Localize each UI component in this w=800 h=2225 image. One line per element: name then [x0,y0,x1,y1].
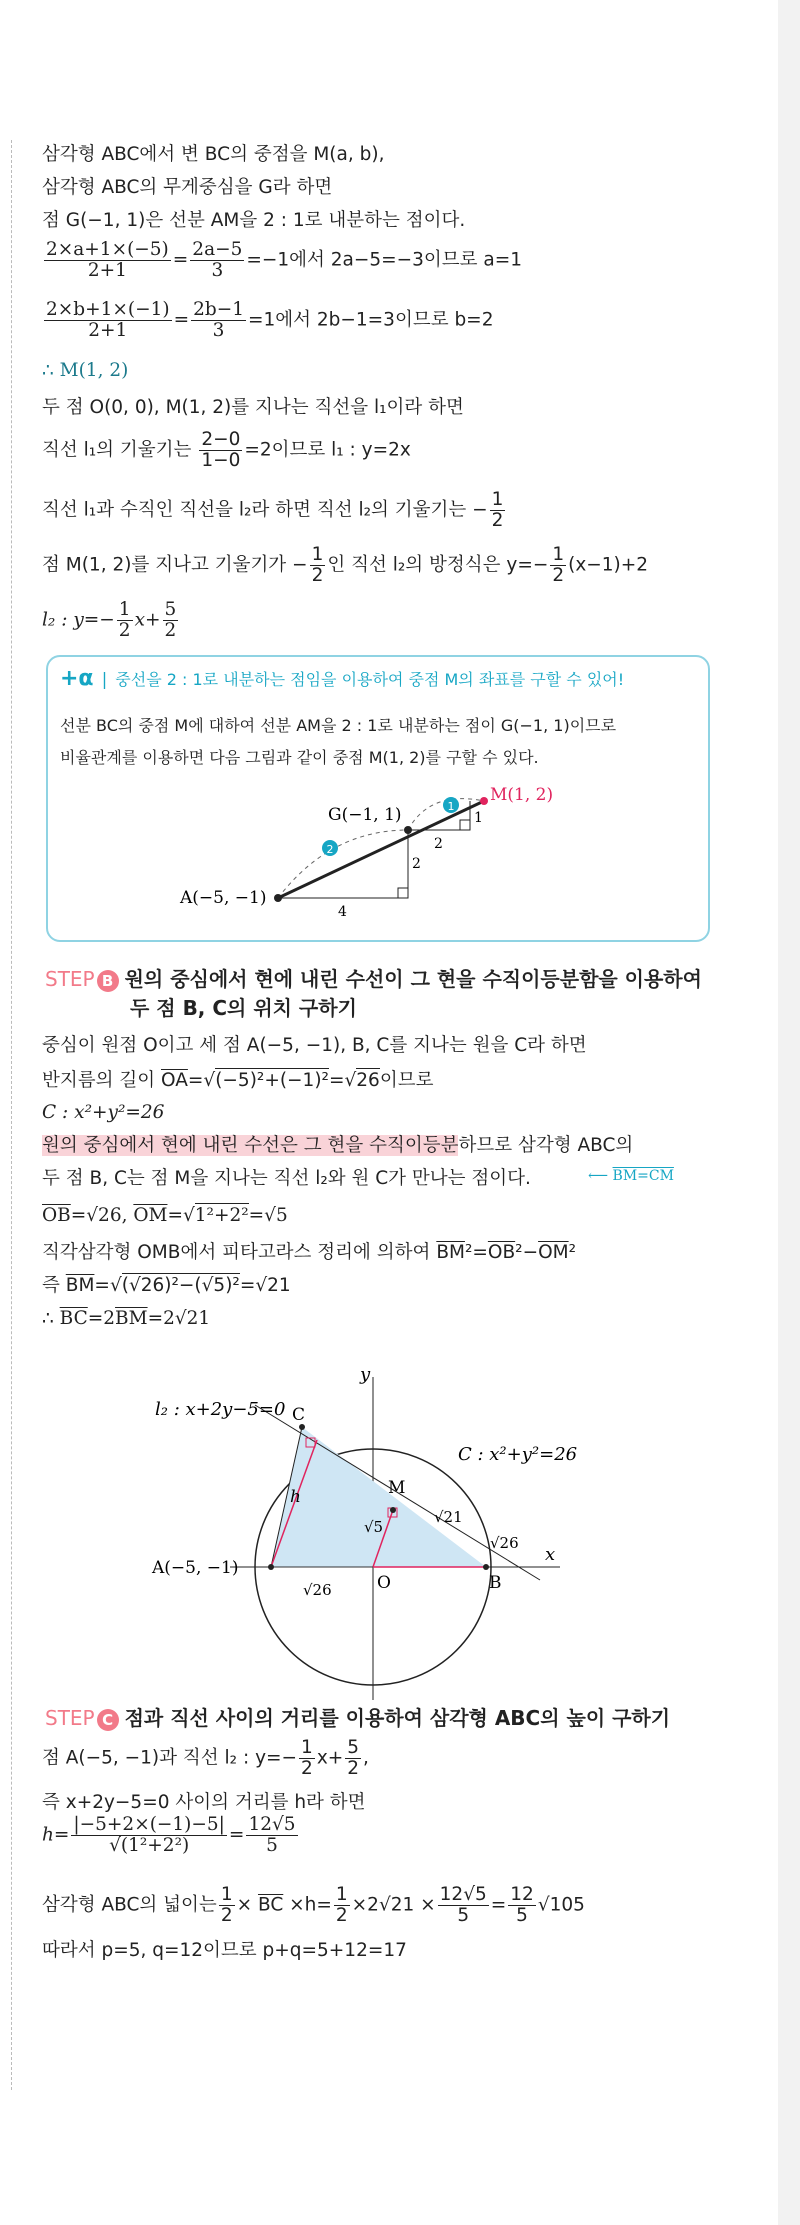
denominator: 2 [301,1758,313,1779]
denominator: 2+1 [87,260,127,281]
equation-text: =√21 [239,1275,291,1296]
text: 하므로 삼각형 ABC의 [458,1135,634,1156]
numerator: 2b−1 [193,299,244,320]
text-line: 따라서 p=5, q=12이므로 p+q=5+12=17 [42,1940,407,1961]
denominator: 2 [220,1905,233,1926]
label-o: O [377,1573,391,1593]
segment-name: $\overline{OA}$ [161,1070,188,1091]
segment-name: $\overline{OB}$ [487,1242,516,1263]
numerator: 12 [510,1884,534,1905]
equation-line: $\overline{OB}=√26$, $\overline{OM}=√1^2+2^2=√5$ [42,1205,288,1226]
denominator: 5 [457,1905,470,1926]
equation-text: (x−1)+2 [568,554,649,576]
right-angle [460,820,470,830]
text-line: 삼각형 ABC의 무게중심을 G라 하면 [42,177,333,198]
denominator: 2+1 [88,320,128,341]
tip-line: 선분 BC의 중점 M에 대하여 선분 AM을 2 : 1로 내분하는 점이 G(−1, 1)이므로 [60,716,617,735]
denominator: 5 [516,1905,528,1926]
denominator: 2 [118,620,131,641]
highlighted-text: 원의 중심에서 현에 내린 수선은 그 현을 수직이등분 [42,1135,459,1156]
denominator: 2 [335,1905,348,1926]
equation-text: l₂ : y=− [42,609,115,631]
equation-text: =√5 [248,1205,288,1226]
label-h: h [290,1487,301,1507]
divider: | [101,670,108,690]
ratio-marker-label: 2 [326,843,334,856]
equation-text: 점 M(1, 2)를 지나고 기울기가 − [42,554,308,576]
side-note: ⟵ BM=CM [588,1168,674,1184]
label-b: B [489,1573,502,1593]
text-line: 점 G(−1, 1)은 선분 AM을 2 : 1로 내분하는 점이다. [42,210,466,231]
denominator: 3 [212,320,225,341]
point-a [268,1564,274,1570]
equation-text: √105 [537,1894,585,1916]
segment-name: $\overline{BM}$ [115,1308,148,1329]
len-label: √5 [364,1518,384,1536]
label-a: A(−5, −1) [152,1558,239,1578]
equation-line [42,1738,369,1779]
point-m [390,1507,396,1513]
radicand: (√26)²−(√5)² [121,1275,240,1296]
step-badge: B [97,970,119,992]
label-c: C [292,1405,306,1425]
equation-line [42,1240,576,1266]
label-a: A(−5, −1) [180,888,267,908]
equation-text: =−1에서 2a−5=−3이므로 a=1 [246,249,523,271]
label-g: G(−1, 1) [328,805,402,825]
equation-text: ×2√21 × [351,1894,436,1916]
denominator: 2 [164,620,177,641]
numerator: 2a−5 [192,239,243,260]
numerator: 1 [220,1884,233,1905]
segment-name: $\overline{BC}$ [257,1894,284,1916]
equation-text: =2이므로 l₁ : y=2x [244,439,411,461]
point-m [480,797,488,805]
equation-text: = [167,1205,183,1226]
equation-text: 점 A(−5, −1)과 직선 l₂ : y=− [42,1747,298,1769]
numerator: 2×a+1×(−5) [46,239,169,260]
equation-text: =2√21 [147,1308,211,1329]
equation-text: 직선 l₁의 기울기는 [42,439,192,461]
highlight-line [42,1133,633,1159]
equation-text: , [363,1747,369,1769]
equation-text: 인 직선 l₂의 방정식은 y=− [327,554,549,576]
text: 삼각형 ABC의 넓이는 [42,1894,217,1916]
len-label: 4 [338,904,347,920]
radicand: 1²+2² [194,1205,249,1226]
tip-line: 비율관계를 이용하면 다음 그림과 같이 중점 M(1, 2)를 구할 수 있다. [60,748,539,767]
segment-name: $\overline{BM}$ [436,1242,465,1263]
line-label: l₂ : x+2y−5=0 [155,1399,286,1420]
numerator: 1 [311,544,324,565]
len-label: 2 [412,856,421,872]
equation-text: = [187,1070,204,1091]
ratio-marker-label: 1 [447,800,455,813]
right-angle [398,888,408,898]
step-b-heading [45,963,702,992]
numerator: 2×b+1×(−1) [46,299,170,320]
text: ∴ [42,1308,60,1329]
equation-text: ² [568,1242,577,1263]
point-b [483,1564,489,1570]
denominator: 2 [347,1758,360,1779]
equation-text: = [228,1824,245,1846]
len-label: 2 [434,836,443,852]
equation-line [42,1306,210,1332]
plus-alpha-badge: +α [60,666,94,691]
numerator: 1 [552,544,565,565]
equation-text: =√26, [70,1205,134,1226]
radicand: (−5)²+(−1)² [215,1070,329,1091]
equation-text: ²− [515,1242,539,1263]
numerator: 5 [164,599,177,620]
step-title: 점과 직선 사이의 거리를 이용하여 삼각형 ABC의 높이 구하기 [124,1706,671,1730]
radicand: 26 [356,1070,380,1091]
segment-name: $\overline{OM}$ [538,1242,569,1263]
text-line: 삼각형 ABC에서 변 BC의 중점을 M(a, b), [42,144,385,165]
len-label: √21 [434,1508,463,1526]
numerator: 1 [335,1884,348,1905]
equation-line: 즉 $\overline{BM}=√(√26)^2-(√5)^2=√21$ [42,1275,291,1296]
equation-line: $\frac{2\times a+1\times(-5)}{2+1}$ = $\frac{2a-5}{3}$ =−1에서 2a−5=−3이므로 a=1 [46,239,523,281]
numerator: 1 [491,489,504,510]
circle-figure [151,1364,577,1700]
equation-text: x+ [134,609,161,631]
len-label: √26 [303,1581,332,1599]
numerator: 2−0 [201,429,241,450]
text-line: 두 점 B, C는 점 M을 지나는 직선 l₂와 원 C가 만나는 점이다. [42,1168,531,1189]
result-line: ∴ M(1, 2) [42,360,129,381]
denominator: √(1²+2²) [109,1835,190,1856]
denominator: 1−0 [201,450,241,471]
equation-text: × [236,1894,258,1916]
segment-name: $\overline{OM}$ [133,1205,168,1226]
x-axis-label: x [545,1544,556,1565]
denominator: 2 [311,565,324,586]
segment-name: $\overline{BC}$ [59,1308,88,1329]
point-a [274,894,282,902]
step-b-title-cont: 두 점 B, C의 위치 구하기 [130,996,357,1020]
numerator: 12√5 [439,1884,487,1905]
equation-text: =1에서 2b−1=3이므로 b=2 [248,309,494,331]
equation-line [42,1815,300,1856]
numerator: |−5+2×(−1)−5| [73,1814,225,1835]
label-m: M(1, 2) [490,785,554,805]
y-axis-label: y [360,1364,371,1385]
equation-text: = [328,1070,345,1091]
numerator: 12√5 [248,1814,296,1835]
ratio-figure [179,785,553,920]
denominator: 2 [552,565,565,586]
equation-line: 반지름의 길이 $\overline{OA}=√(-5)^2+(-1)^2=√26$이므로 [42,1070,434,1091]
text-line: 두 점 O(0, 0), M(1, 2)를 지나는 직선을 l₁이라 하면 [42,397,464,418]
text: 직각삼각형 OMB에서 피타고라스 정리에 의하여 [42,1242,437,1263]
equation-text: x+ [316,1747,344,1769]
text-line: 즉 x+2y−5=0 사이의 거리를 h라 하면 [42,1792,366,1813]
denominator: 2 [491,510,504,531]
note-text: BM=CM [612,1168,674,1184]
equation-line [42,1885,585,1926]
step-badge: C [97,1709,119,1731]
len-label: 1 [474,810,483,826]
numerator: 5 [347,1737,360,1758]
numerator: 1 [301,1737,313,1758]
equation-text: =2 [87,1308,116,1329]
tip-box-title: 중선을 2 : 1로 내분하는 점임을 이용하여 중점 M의 좌표를 구할 수 있어! [115,670,625,689]
text: 즉 [42,1275,66,1296]
equation-text: = [490,1894,507,1916]
point-g [404,826,412,834]
numerator: 1 [118,599,131,620]
text-line: 중심이 원점 O이고 세 점 A(−5, −1), B, C를 지나는 원을 C라 하면 [42,1035,587,1056]
equation-text: 반지름의 길이 [42,1070,161,1091]
equation-text: ×h= [283,1894,332,1916]
equation-text: 이므로 [379,1070,434,1091]
denominator: 5 [266,1835,278,1856]
label-m: M [388,1478,406,1498]
equation-text: h= [42,1824,70,1846]
equation-text: = [94,1275,110,1296]
equation-line: $\frac{2\times b+1\times(-1)}{2+1}$ = $\frac{2b-1}{3}$ =1에서 2b−1=3이므로 b=2 [46,299,494,341]
step-c-heading [45,1702,670,1731]
denominator: 3 [211,260,224,281]
segment-name: $\overline{OB}$ [42,1205,71,1226]
equation-line: C : x²+y²=26 [42,1102,165,1123]
triangle-fill [271,1427,486,1567]
step-label: STEP [45,1706,95,1730]
step-label: STEP [45,967,95,991]
equation-text: 직선 l₁과 수직인 직선을 l₂라 하면 직선 l₂의 기울기는 − [42,499,488,521]
equation-text: ²= [464,1242,488,1263]
segment-name: $\overline{BM}$ [65,1275,95,1296]
len-label: √26 [490,1534,519,1552]
circle-label: C : x²+y²=26 [458,1444,578,1465]
step-title: 원의 중심에서 현에 내린 수선이 그 현을 수직이등분함을 이용하여 [124,967,702,991]
